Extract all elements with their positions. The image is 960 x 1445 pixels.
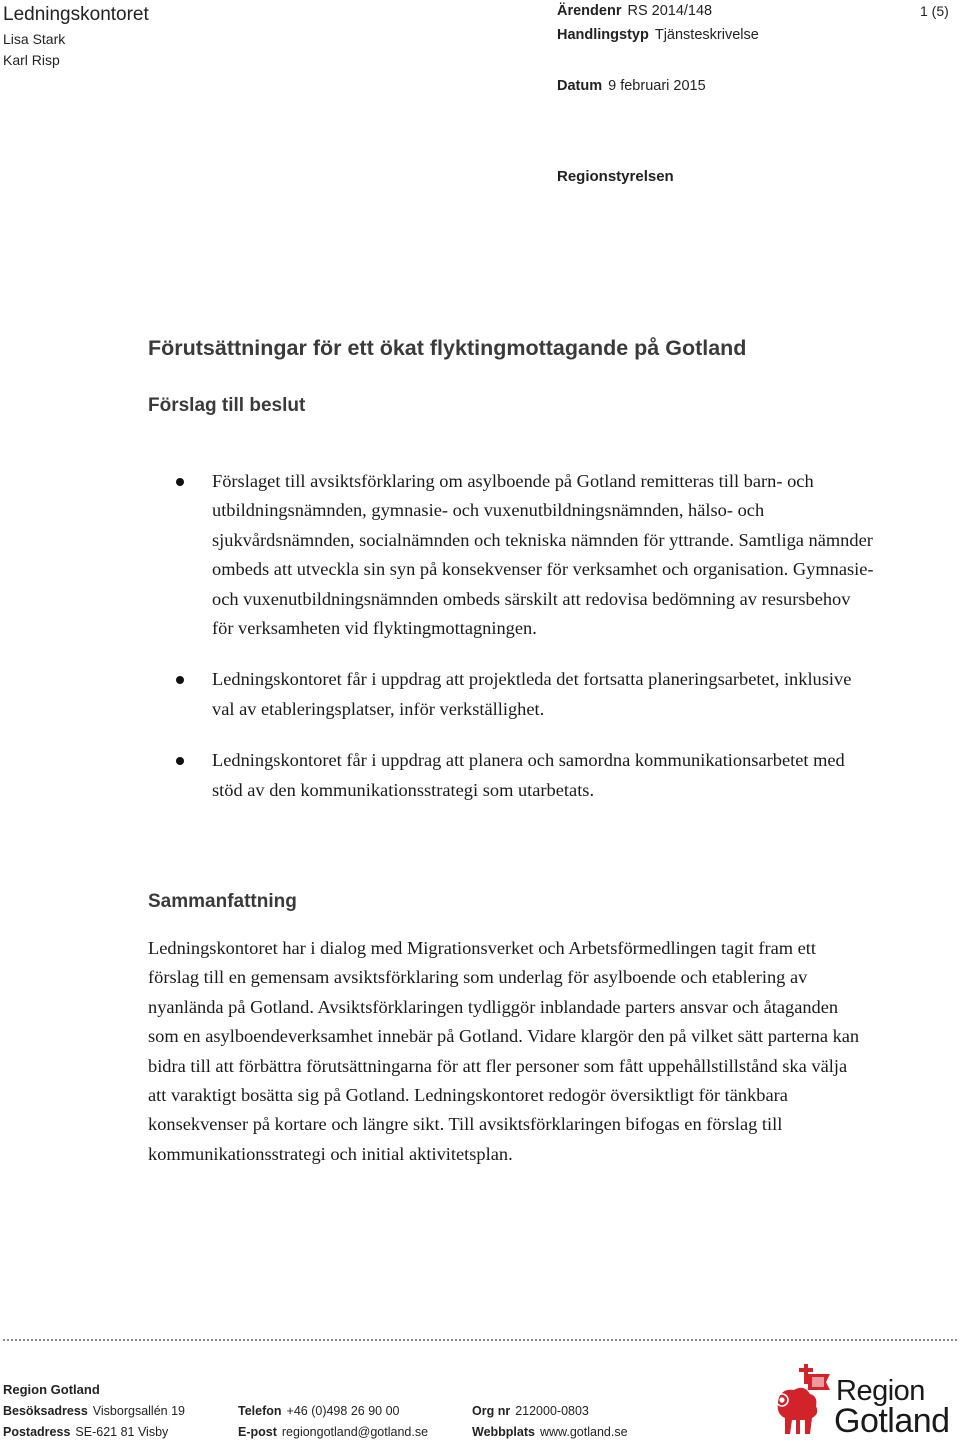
website-value: www.gotland.se [539,1425,628,1439]
doctype-value: Tjänsteskrivelse [654,27,759,43]
logo-text-region: Region [836,1375,925,1407]
phone [238,1404,399,1418]
summary-heading: Sammanfattning [148,891,297,912]
author-name: Karl Risp [3,52,60,68]
list-item-text: Förslaget till avsiktsförklaring om asylboende på Gotland remitteras till barn- och utbildningsnämnden, gymnasie- och vuxenutbildningsnämnden, hälso- och sjukvårdsnämnden, socialnämnden och tekniska nämnden för yttrande. Samtliga nämnder ombeds att utveckla sin syn på konsekvenser för verksamhet och organisation. Gymnasie- och vuxenutbildningsnämnden ombeds särskilt att redovisa bedömning av resursbehov för verksamheten vid flyktingmottagningen. [212,471,874,639]
ram-icon [770,1362,836,1440]
org-number [472,1404,589,1418]
visit-address-value: Visborgsallén 19 [92,1404,185,1418]
document-title: Förutsättningar för ett ökat flyktingmottagande på Gotland [148,336,747,360]
decision-list [176,467,876,827]
list-item [176,467,876,643]
website [472,1425,628,1439]
footer-org-title: Region Gotland [3,1382,100,1397]
bullet-icon [176,478,184,486]
bullet-icon [176,757,184,765]
case-number-line [557,3,712,19]
postal-address-value: SE-621 81 Visby [75,1425,169,1439]
list-item [176,746,876,805]
case-number-label: Ärendenr [557,3,622,19]
bullet-icon [176,676,184,684]
region-gotland-logo [770,1362,958,1440]
summary-paragraph: Ledningskontoret har i dialog med Migrationsverket och Arbetsförmedlingen tagit fram ett förslag till en gemensam avsiktsförklaring som underlag för asylboende och etablering av nyanlända på Gotland. Avsiktsförklaringen tydliggör inblandade parters ansvar och åtaganden som en asylboendeverksamhet innebär på Gotland. Vidare klargör den på vilket sätt parterna kan bidra till att förbättra förutsättningarna för att fler personer som fått uppehållstillstånd ska välja att varaktigt bosätta sig på Gotland. Ledningskontoret redogör översiktligt för tänkbara konsekvenser på kortare och längre sikt. Till avsiktsförklaringen bifogas en förslag till kommunikationsstrategi och initial aktivitetsplan. [148,938,860,1164]
list-item [176,665,876,724]
org-number-value: 212000-0803 [515,1404,589,1418]
date-line [557,78,706,94]
case-number-value: RS 2014/148 [627,3,713,19]
postal-address-label: Postadress [3,1425,71,1439]
list-item-text: Ledningskontoret får i uppdrag att projektleda det fortsatta planeringsarbetet, inklusive val av etableringsplatser, inför verkställighet. [212,669,852,719]
logo-text-gotland: Gotland [834,1402,950,1440]
doctype-label: Handlingstyp [557,27,649,43]
org-number-label: Org nr [472,1404,511,1418]
org-name: Ledningskontoret [3,4,149,25]
page-number: 1 (5) [920,3,949,19]
author-name: Lisa Stark [3,31,66,47]
website-label: Webbplats [472,1425,535,1439]
email-label: E-post [238,1425,277,1439]
date-label: Datum [557,78,603,94]
visit-address [3,1404,185,1418]
email [238,1425,428,1439]
doctype-line [557,27,759,43]
phone-label: Telefon [238,1404,282,1418]
postal-address [3,1425,168,1439]
proposal-heading: Förslag till beslut [148,395,306,416]
date-value: 9 februari 2015 [608,78,706,94]
phone-value: +46 (0)498 26 90 00 [286,1404,400,1418]
footer-divider [3,1339,957,1341]
visit-address-label: Besöksadress [3,1404,88,1418]
email-value: regiongotland@gotland.se [281,1425,429,1439]
recipient: Regionstyrelsen [557,168,674,185]
list-item-text: Ledningskontoret får i uppdrag att planera och samordna kommunikationsarbetet med stöd av den kommunikationsstrategi som utarbetats. [212,750,845,800]
